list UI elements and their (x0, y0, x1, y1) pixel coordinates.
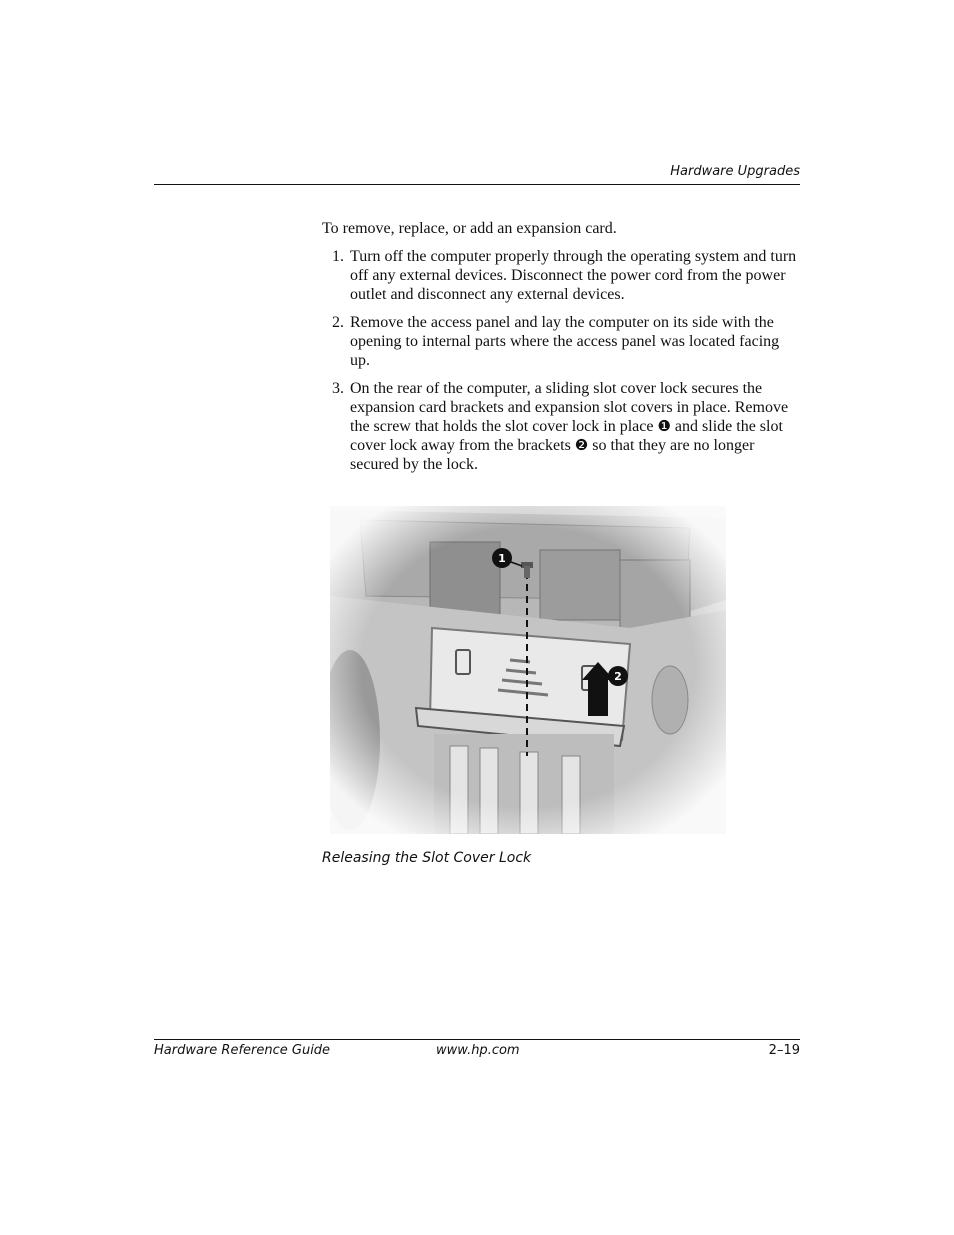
step-number: 2. (332, 314, 344, 331)
step-item (322, 313, 800, 370)
callout-2-marker (608, 666, 628, 686)
steps-list (322, 247, 800, 474)
header-title: Hardware Upgrades (670, 164, 800, 179)
callout-1-icon: ❶ (657, 417, 671, 435)
intro-paragraph: To remove, replace, or add an expansion card. (322, 220, 617, 237)
step-text-b: and slide the slot cover lock away from the brackets (350, 418, 783, 454)
callout-2-icon: ❷ (574, 436, 589, 454)
slot-cover-lock-illustration (330, 500, 726, 834)
page-header (154, 160, 800, 185)
step-item (322, 247, 800, 304)
page-number: 2–19 (768, 1043, 800, 1058)
step-text-c: so that they are no longer secured by the lock. (350, 437, 755, 473)
step-text: Remove the access panel and lay the computer on its side with the opening to internal parts where the access panel was located facing up. (350, 314, 780, 369)
callout-2-label: 2 (614, 670, 622, 683)
figure-caption: Releasing the Slot Cover Lock (322, 850, 532, 866)
step-number: 3. (332, 380, 344, 397)
step-number: 1. (332, 248, 344, 265)
body-text (322, 219, 800, 483)
callout-1-label: 1 (498, 552, 506, 565)
footer-guide-title: Hardware Reference Guide (154, 1043, 331, 1058)
page-footer (154, 1039, 800, 1064)
step-item (322, 379, 800, 474)
footer-url: www.hp.com (436, 1043, 520, 1058)
step-text: Turn off the computer properly through the operating system and turn off any external devices. Disconnect the power cord from the power outlet and disconnect any external devices. (350, 248, 797, 303)
chassis-drawing (330, 500, 726, 834)
step-text-a: On the rear of the computer, a sliding slot cover lock secures the expansion card brackets and expansion slot covers in place. Remove the screw that holds the slot cover lock in place (350, 380, 789, 435)
